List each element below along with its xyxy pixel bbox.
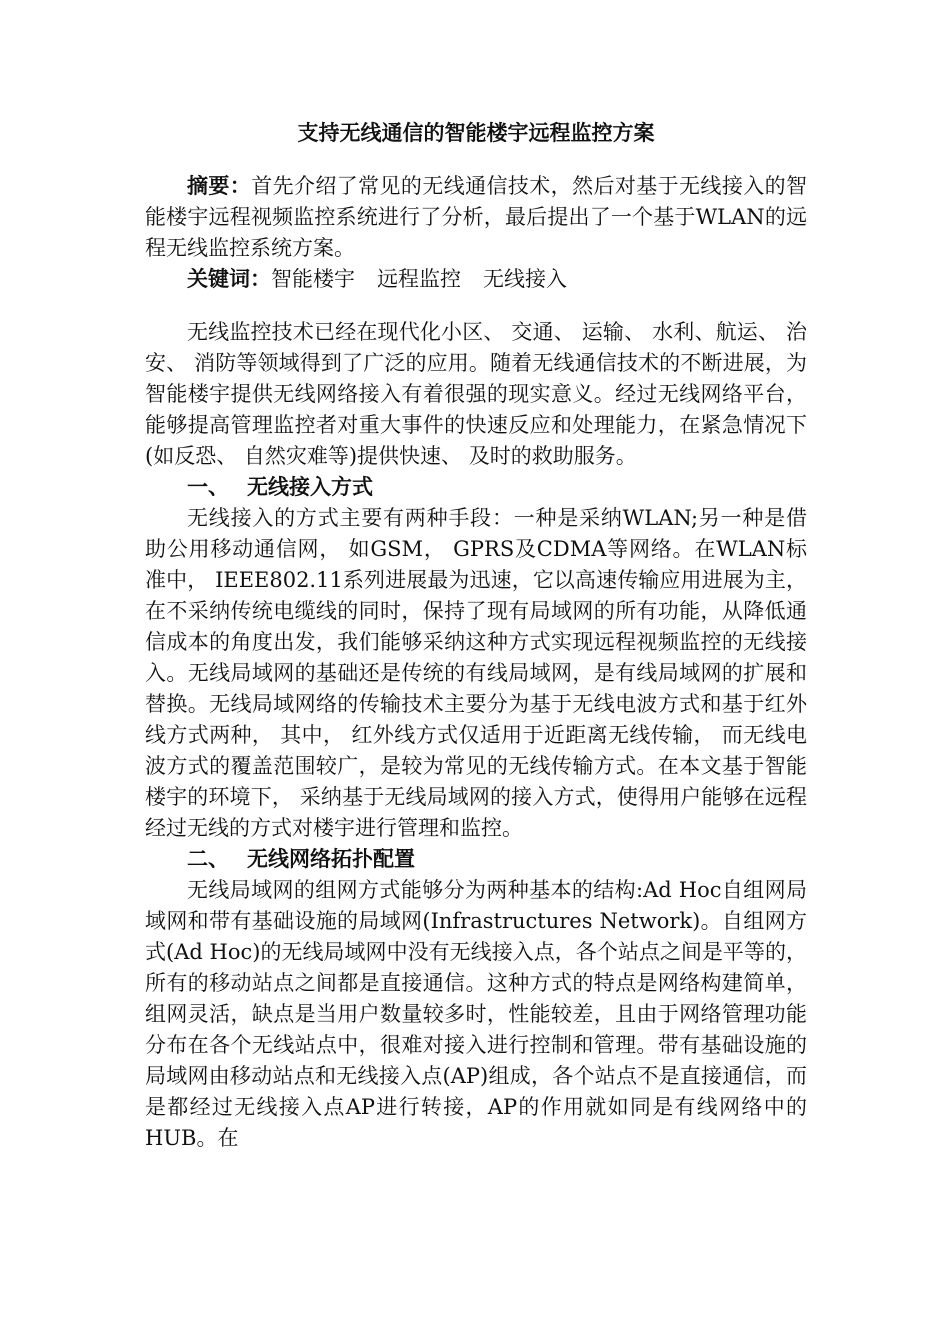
section-heading-text: 无线网络拓扑配置: [247, 847, 415, 871]
keyword: 无线接入: [483, 267, 567, 291]
section-number: 二、: [187, 847, 229, 871]
abstract-text: 首先介绍了常见的无线通信技术，然后对基于无线接入的智能楼宇远程视频监控系统进行了分析，最后提出了一个基于WLAN的远程无线监控系统方案。: [145, 174, 808, 260]
section-paragraph: 无线接入的方式主要有两种手段：一种是采纳WLAN;另一种是借助公用移动通信网， 如GSM， GPRS及CDMA等网络。在WLAN标准中， IEEE802.11系列进展最为迅速，它以高速传输应用进展为主，在不采纳传统电缆线的同时，保持了现有局域网的所有功能，从降低通信成本的角度出发，我们能够采纳这种方式实现远程视频监控的无线接入。无线局域网的基础还是传统的有线局域网，是有线局域网的扩展和替换。无线局域网络的传输技术主要分为基于无线电波方式和基于红外线方式两种， 其中， 红外线方式仅适用于近距离无线传输， 而无线电波方式的覆盖范围较广，是较为常见的无线传输方式。在本文基于智能楼宇的环境下， 采纳基于无线局域网的接入方式，使得用户能够在远程经过无线的方式对楼宇进行管理和监控。: [145, 506, 807, 840]
keyword: 智能楼宇: [271, 267, 355, 291]
document-title: 支持无线通信的智能楼宇远程监控方案: [297, 121, 655, 145]
spacer: [145, 295, 807, 317]
keyword: 远程监控: [377, 267, 461, 291]
section-heading: [145, 844, 807, 875]
section-heading-text: 无线接入方式: [247, 475, 373, 499]
keywords-paragraph: [145, 264, 807, 295]
intro-paragraph: 无线监控技术已经在现代化小区、 交通、 运输、 水利、航运、 治安、 消防等领域得到了广泛的应用。随着无线通信技术的不断进展，为智能楼宇提供无线网络接入有着很强的现实意义。经过无线网络平台，能够提高管理监控者对重大事件的快速反应和处理能力，在紧急情况下(如反恐、 自然灾难等)提供快速、 及时的救助服务。: [145, 320, 807, 468]
abstract-paragraph: [145, 171, 807, 264]
abstract-label: 摘要：: [187, 174, 252, 198]
section-number: 一、: [187, 475, 229, 499]
keywords-label: 关键词：: [187, 267, 271, 291]
section-heading: [145, 472, 807, 503]
document-body: [145, 118, 807, 1154]
section-paragraph: 无线局域网的组网方式能够分为两种基本的结构:Ad Hoc自组网局域网和带有基础设施的局域网(Infrastructures Network)。自组网方式(Ad Hoc)的无线局域网中没有无线接入点，各个站点之间是平等的， 所有的移动站点之间都是直接通信。这种方式的特点是网络构建简单，组网灵活，缺点是当用户数量较多时，性能较差，且由于网络管理功能分布在各个无线站点中，很难对接入进行控制和管理。带有基础设施的局域网由移动站点和无线接入点(AP)组成，各个站点不是直接通信，而是都经过无线接入点AP进行转接，AP的作用就如同是有线网络中的HUB。在: [145, 878, 807, 1150]
